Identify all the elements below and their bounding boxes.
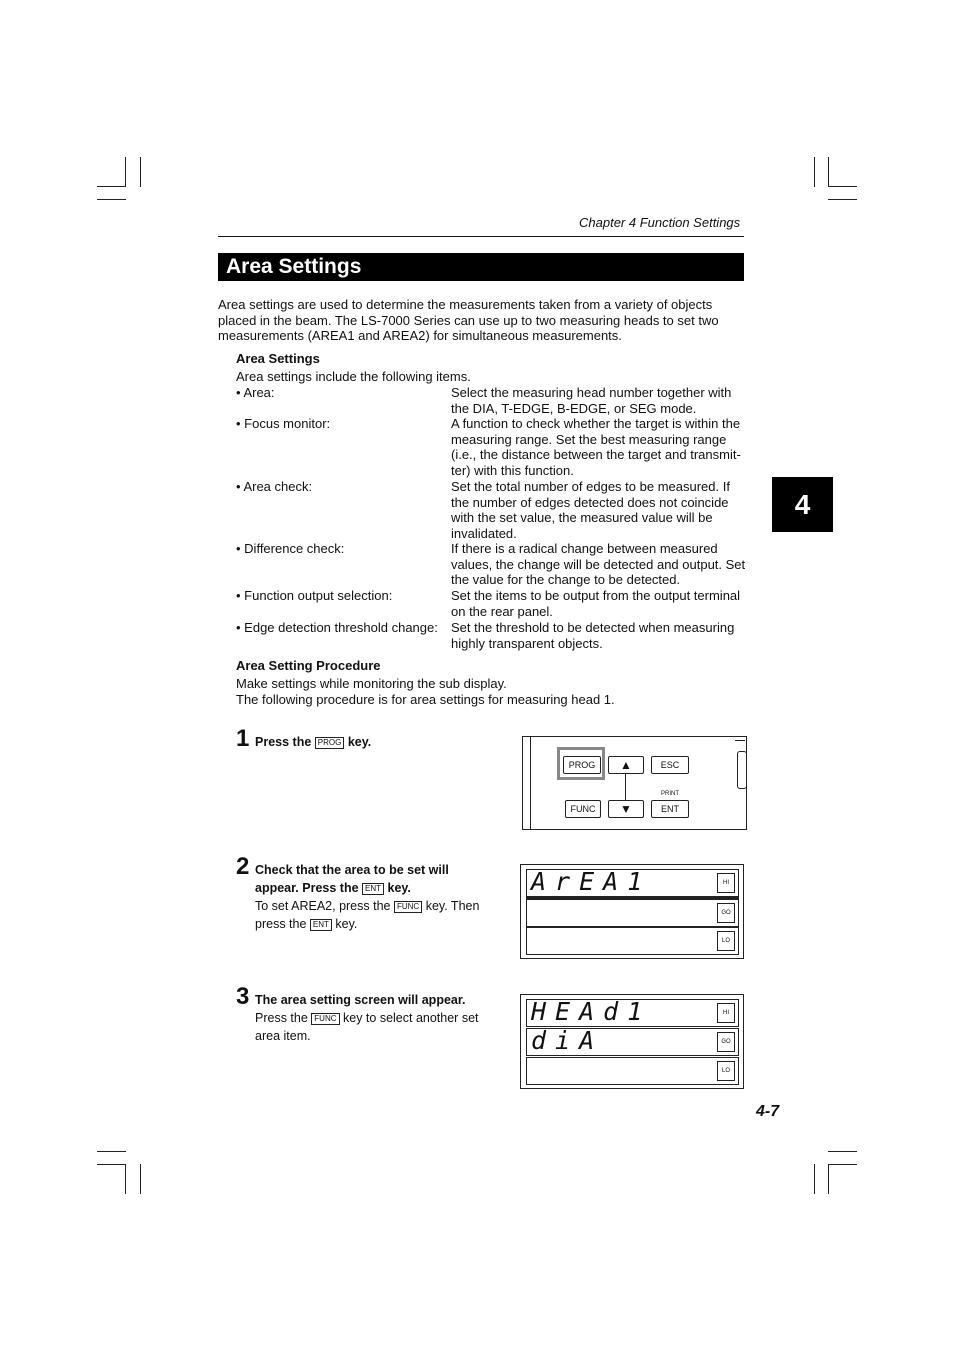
prog-key-icon: PROG	[315, 737, 345, 749]
bullet-desc: Set the total number of edges to be measured. If the number of edges detected does not coincide with the set value, the measured value will be invalidated.	[451, 479, 730, 541]
bullet-label: • Focus monitor:	[236, 416, 331, 431]
crop-mark	[814, 157, 815, 187]
func-key[interactable]: FUNC	[565, 800, 601, 818]
bullet-label: • Edge detection threshold change:	[236, 620, 438, 635]
crop-mark	[828, 157, 829, 187]
step-text: key. Then	[425, 899, 480, 913]
bullet-desc: Set the threshold to be detected when measuring highly transparent objects.	[451, 620, 735, 651]
crop-mark	[140, 157, 141, 187]
sub-display-head	[520, 994, 744, 1089]
ent-key-icon: ENT	[310, 919, 332, 931]
hi-indicator: HI	[717, 873, 735, 893]
crop-mark	[814, 1164, 815, 1194]
title-bar	[218, 253, 744, 281]
step-instruction	[255, 861, 495, 933]
func-key-icon: FUNC	[311, 1013, 339, 1025]
crop-mark	[828, 186, 857, 187]
display-row-3	[526, 1057, 739, 1085]
step-note-line	[255, 915, 495, 933]
step-bold-line: The area setting screen will appear.	[255, 993, 466, 1007]
procedure-line: The following procedure is for area settings for measuring head 1.	[236, 692, 615, 707]
lo-indicator: LO	[717, 931, 735, 951]
display-text: ArEA1	[531, 867, 652, 896]
key-connector-line	[625, 773, 626, 800]
crop-mark	[828, 1151, 857, 1152]
prog-key[interactable]: PROG	[563, 756, 601, 774]
crop-mark	[97, 1164, 126, 1165]
bullet-desc: A function to check whether the target is within the measuring range. Set the best measuring range (i.e., the distance between the target and transmit-ter) with this function.	[451, 416, 741, 478]
bullet-desc: Select the measuring head number together with the DIA, T-EDGE, B-EDGE, or SEG mode.	[451, 385, 732, 416]
display-row-1	[526, 999, 739, 1027]
display-row-1	[526, 869, 739, 897]
step-bold-line: Check that the area to be set will	[255, 863, 449, 877]
bullet-label: • Difference check:	[236, 541, 345, 556]
section-lead: Area settings include the following items.	[236, 369, 471, 384]
down-key[interactable]: ▼	[608, 800, 644, 818]
section-heading-procedure: Area Setting Procedure	[236, 658, 381, 673]
section-heading-area-settings: Area Settings	[236, 351, 320, 366]
step-note-line	[255, 897, 495, 915]
ent-key-icon: ENT	[362, 883, 384, 895]
func-key-icon: FUNC	[394, 901, 422, 913]
step-bold-line	[255, 879, 495, 897]
keypad-panel	[522, 736, 747, 830]
crop-mark	[828, 1164, 829, 1194]
crop-mark	[97, 1151, 126, 1152]
print-label: PRINT	[661, 791, 679, 797]
step-instruction	[255, 733, 371, 751]
step-text: press the	[255, 917, 307, 931]
step-text: Press the	[255, 735, 312, 749]
procedure-line: Make settings while monitoring the sub display.	[236, 676, 507, 691]
hi-indicator: HI	[717, 1003, 735, 1023]
display-text: HEAd1	[531, 997, 652, 1026]
step-number: 2	[236, 853, 250, 880]
step-text: key.	[347, 735, 372, 749]
crop-mark	[125, 157, 126, 187]
panel-top-notch	[735, 736, 745, 741]
bullet-label: • Area check:	[236, 479, 313, 494]
step-text: To set AREA2, press the	[255, 899, 391, 913]
bullet-desc: If there is a radical change between measured values, the change will be detected and output. Set the value for the change to be detected.	[451, 541, 746, 588]
panel-edge	[530, 737, 531, 829]
crop-mark	[97, 199, 126, 200]
step-text: key.	[387, 881, 411, 895]
chapter-header: Chapter 4 Function Settings	[579, 215, 741, 230]
crop-mark	[828, 1164, 857, 1165]
chapter-tab: 4	[772, 477, 833, 532]
bullet-label: • Function output selection:	[236, 588, 393, 603]
page-number: 4-7	[756, 1103, 780, 1120]
step-text: appear. Press the	[255, 881, 359, 895]
step-instruction	[255, 991, 495, 1045]
crop-mark	[140, 1164, 141, 1194]
sub-display-area	[520, 864, 744, 959]
step-text: key.	[335, 917, 358, 931]
display-row-3	[526, 927, 739, 955]
step-text: Press the	[255, 1011, 308, 1025]
esc-key[interactable]: ESC	[651, 756, 689, 774]
page-title: Area Settings	[226, 255, 362, 278]
lo-indicator: LO	[717, 1061, 735, 1081]
display-row-2	[526, 899, 739, 927]
step-note-line	[255, 1009, 495, 1027]
crop-mark	[97, 186, 126, 187]
panel-side-notch	[737, 751, 747, 789]
display-row-2	[526, 1028, 739, 1056]
bullet-desc: Set the items to be output from the output terminal on the rear panel.	[451, 588, 741, 619]
go-indicator: GO	[717, 1032, 735, 1052]
step-text: key to select another set	[343, 1011, 479, 1025]
ent-key[interactable]: ENT	[651, 800, 689, 818]
crop-mark	[125, 1164, 126, 1194]
up-key[interactable]: ▲	[608, 756, 644, 774]
step-number: 3	[236, 983, 250, 1010]
crop-mark	[828, 199, 857, 200]
intro-paragraph: Area settings are used to determine the measurements taken from a variety of objects placed in the beam. The LS-7000 Series can use up to two measuring heads to set two measurements (AREA1 and AREA2) for simultaneous measurements.	[218, 297, 719, 343]
step-number: 1	[236, 725, 250, 752]
go-indicator: GO	[717, 903, 735, 923]
bullet-label: • Area:	[236, 385, 275, 400]
display-text: diA	[531, 1026, 604, 1055]
header-rule	[218, 236, 744, 237]
step-note-line: area item.	[255, 1029, 311, 1043]
